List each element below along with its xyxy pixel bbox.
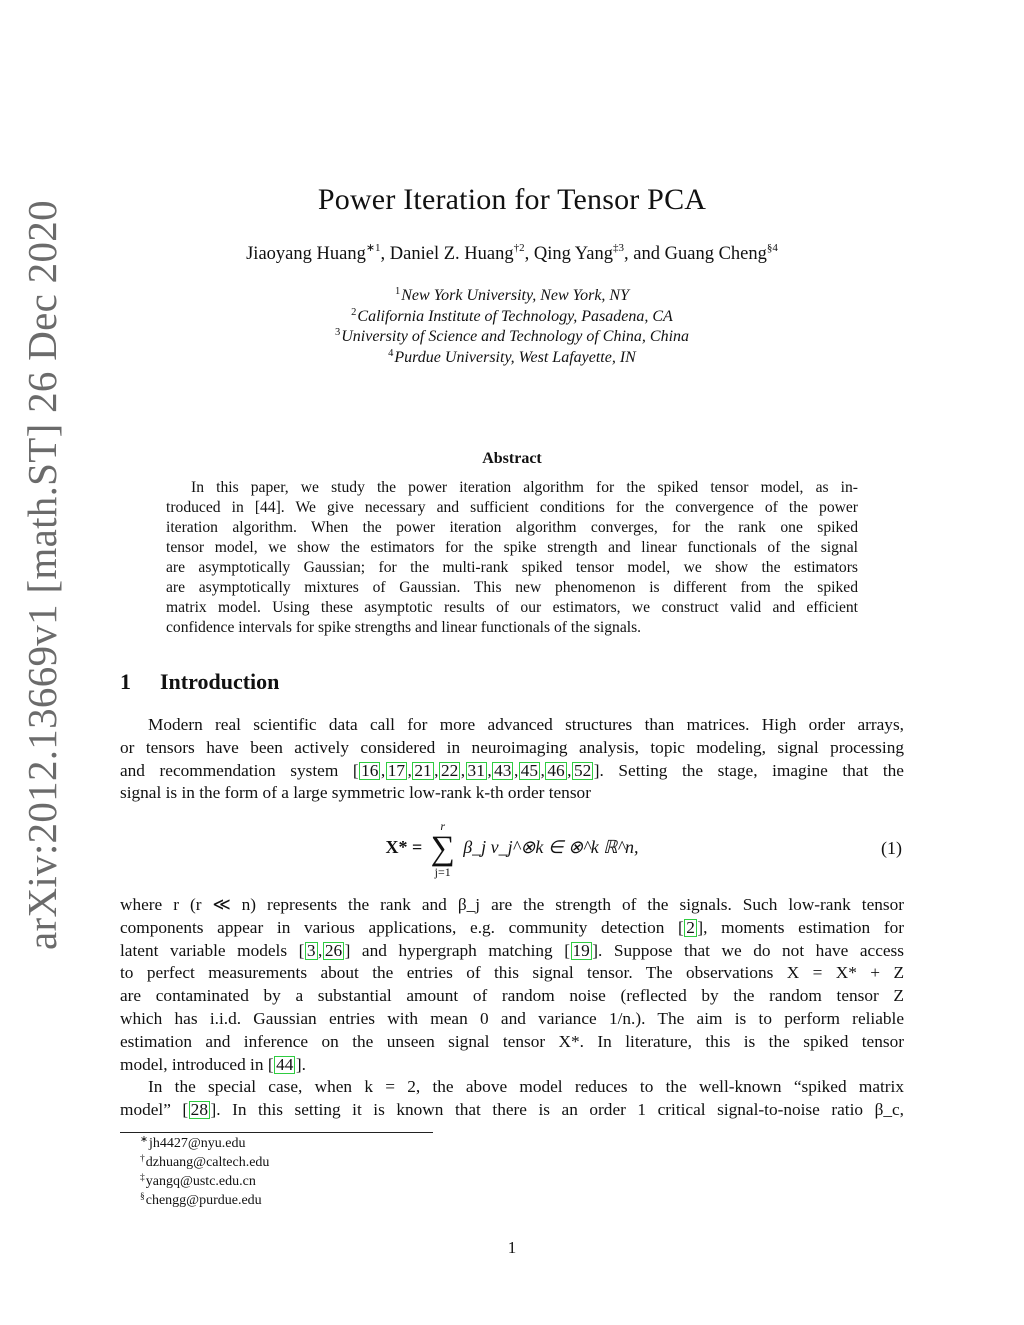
section-heading [120,669,279,695]
paragraph-line [120,1099,904,1122]
footnote-email: dzhuang@caltech.edu [145,1155,270,1170]
affiliation-number: 3 [334,327,341,338]
section-title: Introduction [160,669,280,694]
author-name: Daniel Z. Huang [389,244,514,264]
paragraph-line: or tensors have been actively considered in neuroimaging analysis, topic modeling, signal processing [120,737,904,757]
section-number: 1 [120,669,131,694]
text-run: ]. In this setting it is known that there is an order 1 critical signal-to-noise ratio β_c, [210,1099,904,1119]
citation-link[interactable]: 45 [520,760,539,780]
author-separator: , [524,244,534,264]
affiliation-text: New York University, New York, NY [401,287,629,304]
footnote-email: chengg@purdue.edu [145,1193,262,1208]
abstract-line: are asymptotically mixtures of Gaussian. This new phenomenon is different from the spiked [166,579,858,596]
paragraph-line: In the special case, when k = 2, the above model reduces to the well-known “spiked matrix [148,1077,904,1096]
arxiv-margin-stamp: arXiv:2012.13669v1 [math.ST] 26 Dec 2020 [19,200,65,950]
affiliation-text: California Institute of Technology, Pasadena, CA [357,307,673,325]
citation-link[interactable]: 21 [414,760,432,780]
paragraph-line: latent variable models [ 3 , 26 ] and hypergraph matching [ 19 ]. Suppose that we do not have access [120,940,904,960]
abstract-line: are asymptotically Gaussian; for the multi-rank spiked tensor model, we show the estimators [166,559,858,576]
citation-link[interactable]: 44 [276,1054,294,1074]
paragraph-line: where r (r ≪ n) represents the rank and β_j are the strength of the signals. Such low-rank tensor [120,895,904,914]
abstract-heading: Abstract [482,450,542,467]
text-run: ]. Suppose that we do not have access [592,940,904,960]
text-run: ]. Setting the stage, imagine that the [593,760,904,780]
intro-paragraph-1 [120,714,904,805]
citation-link[interactable]: 2 [686,917,695,937]
author-separator: , and [624,244,665,264]
affiliation-number: 4 [388,347,394,359]
summation [427,820,459,878]
abstract-line: tensor model, we show the estimators for the spike strength and linear functionals of the signal [166,539,858,556]
abstract-line: iteration algorithm. When the power iteration algorithm converges, for the rank one spiked [166,519,858,536]
text-run: model” [ [120,1099,189,1119]
affiliation-line [0,348,1024,369]
author-name: Guang Cheng [664,244,767,264]
intro-paragraph-2 [120,894,904,1076]
footnote [140,1153,269,1172]
paragraph-line: signal is in the form of a large symmetric low-rank k-th order tensor [120,783,591,803]
author-separator: , [380,244,390,264]
affiliation-list [0,286,1024,368]
equation-body [120,820,904,878]
intro-paragraph-3 [120,1076,904,1122]
paragraph-line: which has i.i.d. Gaussian entries with mean 0 and variance 1/n.). The aim is to perform reliable [120,1008,904,1028]
page-number: 1 [507,1238,517,1257]
affiliation-line [0,327,1024,348]
text-run: ] and hypergraph matching [ [344,940,570,960]
abstract-line: matrix model. Using these asymptotic results of our estimators, we construct valid and efficient [166,599,858,616]
author-mark: ‡3 [613,242,625,254]
author-mark: †2 [513,242,525,254]
citation-link[interactable]: 31 [467,760,485,780]
paragraph-line: and recommendation system [ 16 , 17 , 21 , 22 , 31 , 43 , 45 , 46 , 52 ]. Setting the stage, imagine that the [120,760,904,780]
sum-lower-limit: j=1 [434,865,451,879]
equation-lhs: X* = [385,837,423,858]
footnote-list [140,1134,269,1210]
paragraph-line: are contaminated by a substantial amount of random noise (reflected by the random tensor Z [120,986,904,1006]
text-run: ]. [295,1054,306,1074]
citation-link[interactable]: 26 [324,940,343,960]
text-run: components appear in various applications, e.g. community detection [ [120,917,684,937]
citation-link[interactable]: 43 [494,760,512,780]
text-run: latent variable models [ [120,940,305,960]
footnote [140,1191,269,1210]
text-run: ], moments estimation for [697,917,904,937]
sum-upper-limit: r [440,819,446,833]
citation-link[interactable]: 16 [361,760,379,780]
affiliation-number: 2 [351,306,357,318]
author-name: Jiaoyang Huang [246,244,366,264]
citation-link[interactable]: 52 [573,760,592,780]
paragraph-line: Modern real scientific data call for more advanced structures than matrices. High order arrays, [148,715,904,734]
equation-term: β_j v_j^⊗k ∈ ⊗^k ℝ^n, [463,837,639,858]
footnote-divider [120,1132,433,1133]
affiliation-number: 1 [395,286,401,297]
paper-title: Power Iteration for Tensor PCA [317,183,707,216]
text-run: and recommendation system [ [120,760,359,780]
footnote-email: jh4427@nyu.edu [148,1136,246,1151]
affiliation-text: University of Science and Technology of China, China [341,328,690,345]
abstract-line: confidence intervals for spike strengths and linear functionals of the signals. [166,619,642,636]
affiliation-line [0,286,1024,307]
abstract-line: troduced in [44]. We give necessary and sufficient conditions for the convergence of the power [166,499,858,516]
footnote [140,1134,269,1153]
author-mark: §4 [766,242,778,254]
footnote-mark: † [140,1154,145,1164]
author-name: Qing Yang [533,244,614,264]
footnote-email: yangq@ustc.edu.cn [145,1174,256,1189]
footnote [140,1172,269,1191]
abstract-body [166,478,858,638]
citation-link[interactable]: 3 [306,940,316,960]
text-run: model, introduced in [ [120,1054,274,1074]
equation-number: (1) [881,838,902,858]
affiliation-line [0,307,1024,328]
citation-link[interactable]: 17 [387,760,405,780]
citation-link[interactable]: 22 [440,760,459,780]
author-mark: ∗1 [365,242,381,254]
equation-1 [120,820,904,882]
paragraph-line [120,917,904,940]
footnote-mark: ∗ [140,1135,148,1145]
paragraph-line: estimation and inference on the unseen signal tensor X*. In literature, this is the spiked tensor [120,1031,904,1051]
sigma-symbol: ∑ [430,830,455,867]
citation-link[interactable]: 28 [190,1099,208,1119]
affiliation-text: Purdue University, West Lafayette, IN [394,348,636,366]
paragraph-line: to perfect measurements about the entries of this signal tensor. The observations X = X* + Z [120,963,904,983]
citation-link[interactable]: 46 [547,760,565,780]
footnote-mark: ‡ [140,1173,145,1183]
footnote-mark: § [140,1192,145,1202]
citation-link[interactable]: 19 [572,940,590,960]
paragraph-line [120,1054,904,1077]
author-list [0,244,1024,265]
abstract-line: In this paper, we study the power iteration algorithm for the spiked tensor model, as in- [191,479,858,496]
